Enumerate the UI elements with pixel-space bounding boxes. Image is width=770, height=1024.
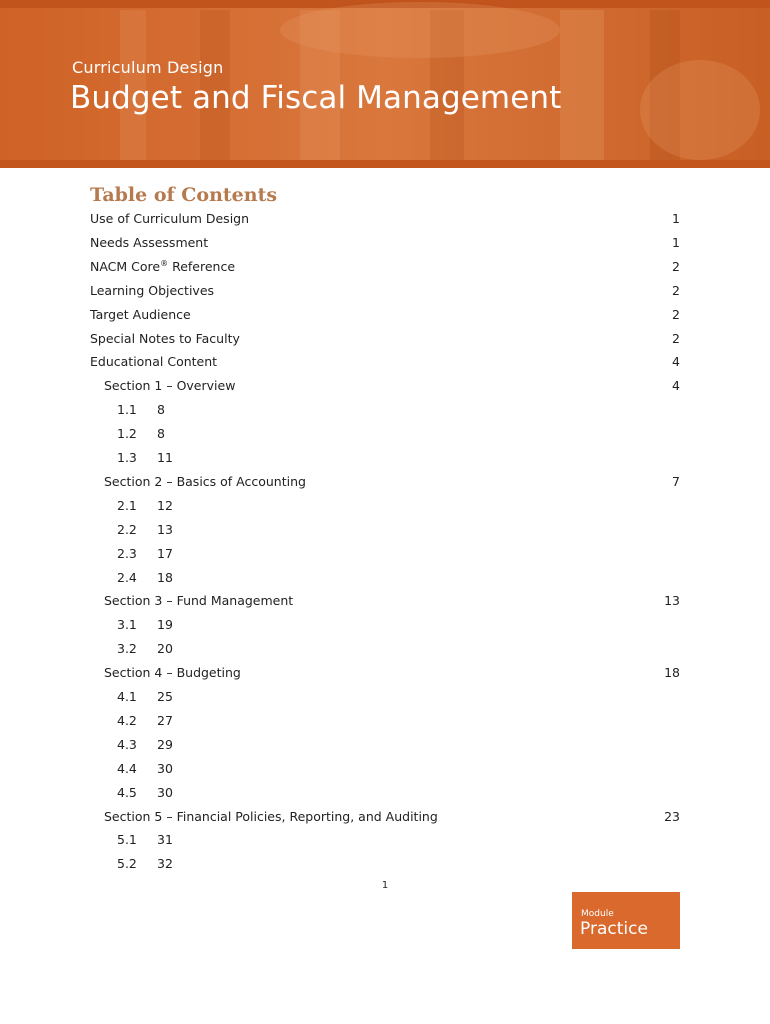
toc-section-row[interactable] xyxy=(0,470,770,494)
toc-entry-label-text: Section 5 – Financial Policies, Reporting, and Auditing xyxy=(104,808,438,824)
toc-subsection-value: 31 xyxy=(157,832,173,848)
toc-entry-label-text: Special Notes to Faculty xyxy=(90,330,240,346)
toc-entry-row[interactable] xyxy=(0,279,770,303)
toc-entry-label-text: Section 2 – Basics of Accounting xyxy=(104,473,306,489)
toc-page-number: 2 xyxy=(672,330,680,346)
header-banner xyxy=(0,0,770,168)
toc-subsection-value: 20 xyxy=(157,641,173,657)
toc-subsection-row[interactable] xyxy=(0,637,770,661)
toc-page-number: 1 xyxy=(672,211,680,226)
toc-subsection-value: 17 xyxy=(157,545,173,561)
toc-subsection-number: 2.3 xyxy=(117,545,137,561)
toc-subsection-number: 5.2 xyxy=(117,856,137,872)
module-practice-badge xyxy=(572,892,680,949)
toc-subsection-number: 4.1 xyxy=(117,689,137,704)
toc-subsection-value: 29 xyxy=(157,736,173,752)
toc-subsection-value: 11 xyxy=(157,450,173,465)
toc-entry-row[interactable] xyxy=(0,350,770,374)
toc-entry-label-text: NACM Core xyxy=(90,258,161,274)
toc-entry-label xyxy=(104,665,241,680)
toc-page-number: 4 xyxy=(672,378,680,394)
toc-entry-label-text: Learning Objectives xyxy=(90,282,215,298)
toc-subsection-row[interactable] xyxy=(0,398,770,422)
toc-entry-label-text: Section 3 – Fund Management xyxy=(104,593,294,609)
toc-subsection-value: 30 xyxy=(157,760,173,776)
toc-page-number: 2 xyxy=(672,258,680,274)
toc-subsection-number: 4.3 xyxy=(117,736,137,752)
badge-big-label: Practice xyxy=(580,919,648,939)
toc-subsection-value: 32 xyxy=(157,856,173,872)
toc-subsection-row[interactable] xyxy=(0,757,770,781)
toc-subsection-row[interactable] xyxy=(0,518,770,542)
toc-subsection-row[interactable] xyxy=(0,422,770,446)
toc-entry-label xyxy=(90,331,240,346)
toc-page-number: 2 xyxy=(672,282,680,298)
toc-section-row[interactable] xyxy=(0,805,770,829)
toc-section-row[interactable] xyxy=(0,374,770,398)
toc-heading: Table of Contents xyxy=(90,184,278,206)
toc-entry-label xyxy=(90,307,191,322)
toc-subsection-row[interactable] xyxy=(0,566,770,590)
banner-subtitle: Curriculum Design xyxy=(72,58,224,77)
toc-subsection-value: 19 xyxy=(157,617,173,633)
toc-entry-label xyxy=(90,211,249,226)
toc-entry-label xyxy=(90,259,235,274)
toc-page-number: 2 xyxy=(672,306,680,322)
toc-subsection-number: 2.2 xyxy=(117,521,137,537)
toc-section-row[interactable] xyxy=(0,589,770,613)
toc-subsection-number: 4.2 xyxy=(117,712,137,728)
toc-entry-label-text: Educational Content xyxy=(90,354,218,370)
toc-entry-label xyxy=(90,283,214,298)
toc-subsection-number: 2.1 xyxy=(117,497,137,513)
toc-subsection-row[interactable] xyxy=(0,685,770,709)
toc-entry-label xyxy=(90,354,217,369)
toc-entry-label xyxy=(90,235,208,250)
toc-entry-label-text: Use of Curriculum Design xyxy=(90,211,250,226)
toc-page-number: 7 xyxy=(672,473,680,489)
toc-subsection-row[interactable] xyxy=(0,446,770,470)
toc-entry-row[interactable] xyxy=(0,231,770,255)
toc-page-number: 23 xyxy=(664,808,680,824)
toc-subsection-number: 1.3 xyxy=(117,450,137,465)
toc-subsection-value: 8 xyxy=(157,426,165,442)
toc-entry-label xyxy=(104,378,235,393)
toc-subsection-number: 4.4 xyxy=(117,760,137,776)
page-number: 1 xyxy=(381,880,389,891)
toc-subsection-number: 2.4 xyxy=(117,569,137,585)
toc-entry-label-text: Section 4 – Budgeting xyxy=(104,665,241,681)
toc-subsection-row[interactable] xyxy=(0,733,770,757)
toc-subsection-value: 18 xyxy=(157,569,173,585)
toc-entry-label-text: Needs Assessment xyxy=(90,234,209,250)
toc-subsection-row[interactable] xyxy=(0,542,770,566)
toc-subsection-value: 12 xyxy=(157,497,173,513)
toc-subsection-row[interactable] xyxy=(0,709,770,733)
toc-subsection-value: 13 xyxy=(157,521,173,537)
toc-entry-label xyxy=(104,593,293,608)
toc-entry-label xyxy=(104,809,438,824)
toc-subsection-number: 4.5 xyxy=(117,784,137,800)
toc-subsection-row[interactable] xyxy=(0,613,770,637)
toc-subsection-value: 30 xyxy=(157,784,173,800)
badge-small-label: Module xyxy=(581,909,614,919)
toc-page-number: 18 xyxy=(664,665,680,681)
toc-subsection-number: 3.2 xyxy=(117,641,137,657)
toc-subsection-value: 8 xyxy=(157,402,165,418)
toc-subsection-value: 25 xyxy=(157,689,173,704)
toc-subsection-row[interactable] xyxy=(0,494,770,518)
toc-subsection-number: 1.2 xyxy=(117,426,137,442)
toc-entry-row[interactable] xyxy=(0,303,770,327)
toc-subsection-row[interactable] xyxy=(0,828,770,852)
toc-entry-label xyxy=(104,474,306,489)
toc-subsection-value: 27 xyxy=(157,712,173,728)
toc-subsection-row[interactable] xyxy=(0,781,770,805)
toc-entry-label-text: Target Audience xyxy=(90,306,191,322)
toc-page-number: 13 xyxy=(664,593,680,609)
toc-page-number: 4 xyxy=(672,354,680,370)
registered-mark: ® xyxy=(160,258,169,268)
toc-section-row[interactable] xyxy=(0,661,770,685)
toc-entry-label-suffix: Reference xyxy=(168,258,236,274)
toc-entry-label-text: Section 1 – Overview xyxy=(104,378,236,394)
toc-entry-row[interactable] xyxy=(0,207,770,231)
toc-subsection-number: 5.1 xyxy=(117,832,137,848)
toc-subsection-row[interactable] xyxy=(0,852,770,876)
banner-title: Budget and Fiscal Management xyxy=(70,80,562,116)
toc-subsection-number: 1.1 xyxy=(117,402,137,418)
toc-subsection-number: 3.1 xyxy=(117,617,137,633)
toc-page-number: 1 xyxy=(672,234,680,250)
toc-entry-row[interactable] xyxy=(0,327,770,351)
toc-entry-row[interactable] xyxy=(0,255,770,279)
